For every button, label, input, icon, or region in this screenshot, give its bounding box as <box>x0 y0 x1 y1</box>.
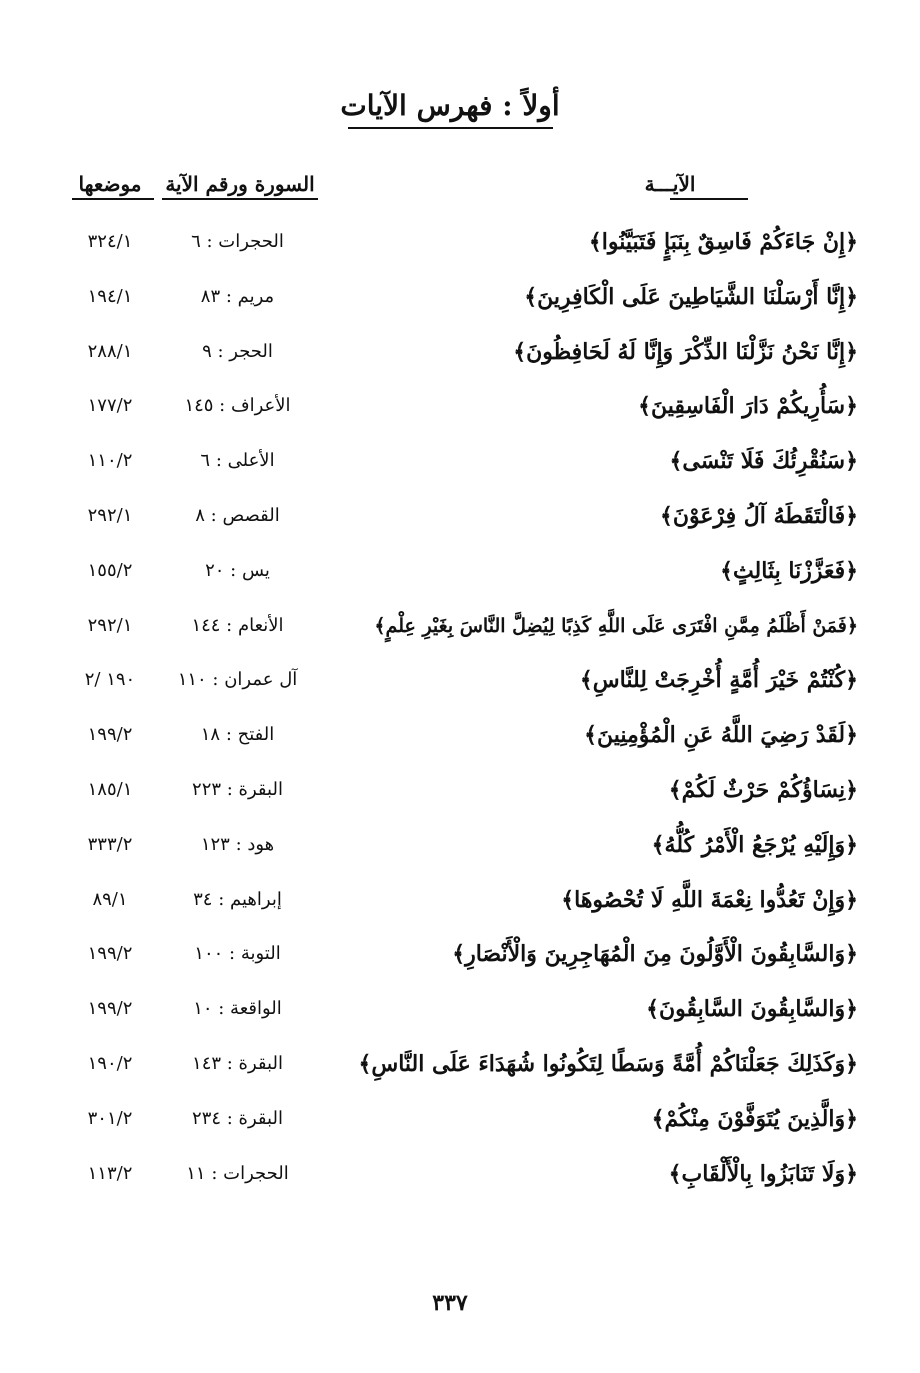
location-ref: ٨٩/١ <box>92 888 128 910</box>
verse-text: ﴿وَكَذَلِكَ جَعَلْنَاكُمْ أُمَّةً وَسَطًا لِتَكُونُوا شُهَدَاءَ عَلَى النَّاسِ﴾ <box>358 1050 858 1077</box>
table-row <box>0 492 920 547</box>
surah-ref: الفتح : ١٨ <box>200 724 275 746</box>
title-underline <box>348 127 553 129</box>
header-surah: السورة ورقم الآية <box>165 172 315 196</box>
surah-ref: التوبة : ١٠٠ <box>194 943 281 965</box>
verse-text: ﴿وَالسَّابِقُونَ السَّابِقُونَ﴾ <box>646 996 858 1023</box>
table-row <box>0 547 920 602</box>
table-row <box>0 273 920 328</box>
table-row <box>0 930 920 985</box>
verse-text: ﴿سَنُقْرِئُكَ فَلَا تَنْسَى﴾ <box>669 448 858 475</box>
verse-text: ﴿إِنَّا أَرْسَلْنَا الشَّيَاطِينَ عَلَى الْكَافِرِينَ﴾ <box>524 283 858 310</box>
location-ref: ١٩٩/٢ <box>87 943 133 965</box>
location-ref: ١٩٤/١ <box>87 285 133 307</box>
verse-text: ﴿لَقَدْ رَضِيَ اللَّهُ عَنِ الْمُؤْمِنِينَ﴾ <box>584 722 858 749</box>
surah-ref: الأنعام : ١٤٤ <box>191 614 284 636</box>
surah-ref: البقرة : ٢٣٤ <box>192 1107 283 1129</box>
surah-ref: هود : ١٢٣ <box>200 833 275 855</box>
verse-text: ﴿فَعَزَّزْنَا بِثَالِثٍ﴾ <box>720 557 858 584</box>
location-ref: ١٥٥/٢ <box>87 559 133 581</box>
surah-ref: الحجرات : ٦ <box>191 231 284 252</box>
surah-ref: البقرة : ١٤٣ <box>192 1052 283 1074</box>
table-row <box>0 1040 920 1095</box>
surah-ref: يس : ٢٠ <box>205 559 270 581</box>
verse-text: ﴿إِنَّا نَحْنُ نَزَّلْنَا الذِّكْرَ وَإِنَّا لَهُ لَحَافِظُونَ﴾ <box>513 338 858 365</box>
location-ref: ١٨٥/١ <box>87 778 133 800</box>
table-row <box>0 218 920 273</box>
location-ref: ١٩٠ /٢ <box>84 669 136 691</box>
location-ref: ٢٨٨/١ <box>87 340 133 362</box>
table-row <box>0 328 920 383</box>
verse-index-table <box>0 218 920 1204</box>
surah-ref: آل عمران : ١١٠ <box>177 669 298 691</box>
table-row <box>0 985 920 1040</box>
location-ref: ٣٠١/٢ <box>87 1107 133 1129</box>
table-row <box>0 1150 920 1205</box>
location-ref: ١٧٧/٢ <box>87 395 133 417</box>
table-row <box>0 1095 920 1150</box>
header-verse: الآيـــة <box>644 172 696 196</box>
surah-ref: مريم : ٨٣ <box>200 285 275 307</box>
header-location: موضعها <box>78 172 142 196</box>
verse-text: ﴿إِنْ جَاءَكُمْ فَاسِقٌ بِنَبَإٍ فَتَبَيَّنُوا﴾ <box>588 229 858 255</box>
location-ref: ٢٩٢/١ <box>87 614 133 636</box>
table-row <box>0 821 920 876</box>
table-row <box>0 656 920 711</box>
location-ref: ١٩٠/٢ <box>87 1052 133 1074</box>
verse-text: ﴿نِسَاؤُكُمْ حَرْثٌ لَكُمْ﴾ <box>668 776 858 803</box>
surah-ref: إبراهيم : ٣٤ <box>193 888 282 910</box>
verse-text: ﴿وَلَا تَنَابَزُوا بِالْأَلْقَابِ﴾ <box>668 1160 858 1187</box>
verse-text: ﴿سَأُرِيكُمْ دَارَ الْفَاسِقِينَ﴾ <box>638 393 858 420</box>
verse-text: ﴿وَإِلَيْهِ يُرْجَعُ الْأَمْرُ كُلُّهُ﴾ <box>651 831 858 858</box>
page-title: أولاً : فهرس الآيات <box>340 89 560 122</box>
table-row <box>0 437 920 492</box>
table-row <box>0 876 920 931</box>
verse-text: ﴿وَإِنْ تَعُدُّوا نِعْمَةَ اللَّهِ لَا تُحْصُوهَا﴾ <box>561 886 858 913</box>
location-ref: ١٩٩/٢ <box>87 724 133 746</box>
header-verse-underline <box>670 198 748 200</box>
verse-text: ﴿وَالَّذِينَ يُتَوَفَّوْنَ مِنْكُمْ﴾ <box>651 1105 858 1132</box>
header-location-underline <box>72 198 154 200</box>
header-surah-underline <box>162 198 318 200</box>
surah-ref: الحجرات : ١١ <box>186 1162 289 1184</box>
surah-ref: الأعلى : ٦ <box>200 450 275 472</box>
verse-text: ﴿فَمَنْ أَظْلَمُ مِمَّنِ افْتَرَى عَلَى اللَّهِ كَذِبًا لِيُضِلَّ النَّاسَ بِغَيْرِ عِلْمٍ﴾ <box>374 614 858 637</box>
verse-text: ﴿وَالسَّابِقُونَ الْأَوَّلُونَ مِنَ الْمُهَاجِرِينَ وَالْأَنْصَارِ﴾ <box>452 941 858 968</box>
location-ref: ١١٠/٢ <box>87 450 133 472</box>
location-ref: ٣٣٣/٢ <box>87 833 133 855</box>
location-ref: ١٩٩/٢ <box>87 998 133 1020</box>
verse-text: ﴿كُنْتُمْ خَيْرَ أُمَّةٍ أُخْرِجَتْ لِلنَّاسِ﴾ <box>579 667 858 694</box>
surah-ref: الحجر : ٩ <box>202 340 273 362</box>
table-row <box>0 602 920 657</box>
table-row <box>0 711 920 766</box>
surah-ref: البقرة : ٢٢٣ <box>192 778 283 800</box>
location-ref: ٣٢٤/١ <box>87 231 133 252</box>
location-ref: ٢٩٢/١ <box>87 504 133 526</box>
page-number: ٣٣٧ <box>432 1290 468 1316</box>
table-row <box>0 766 920 821</box>
surah-ref: الواقعة : ١٠ <box>193 998 282 1020</box>
surah-ref: الأعراف : ١٤٥ <box>184 395 291 417</box>
location-ref: ١١٣/٢ <box>87 1162 133 1184</box>
verse-text: ﴿فَالْتَقَطَهُ آلُ فِرْعَوْنَ﴾ <box>659 502 858 529</box>
table-row <box>0 382 920 437</box>
surah-ref: القصص : ٨ <box>195 504 280 526</box>
